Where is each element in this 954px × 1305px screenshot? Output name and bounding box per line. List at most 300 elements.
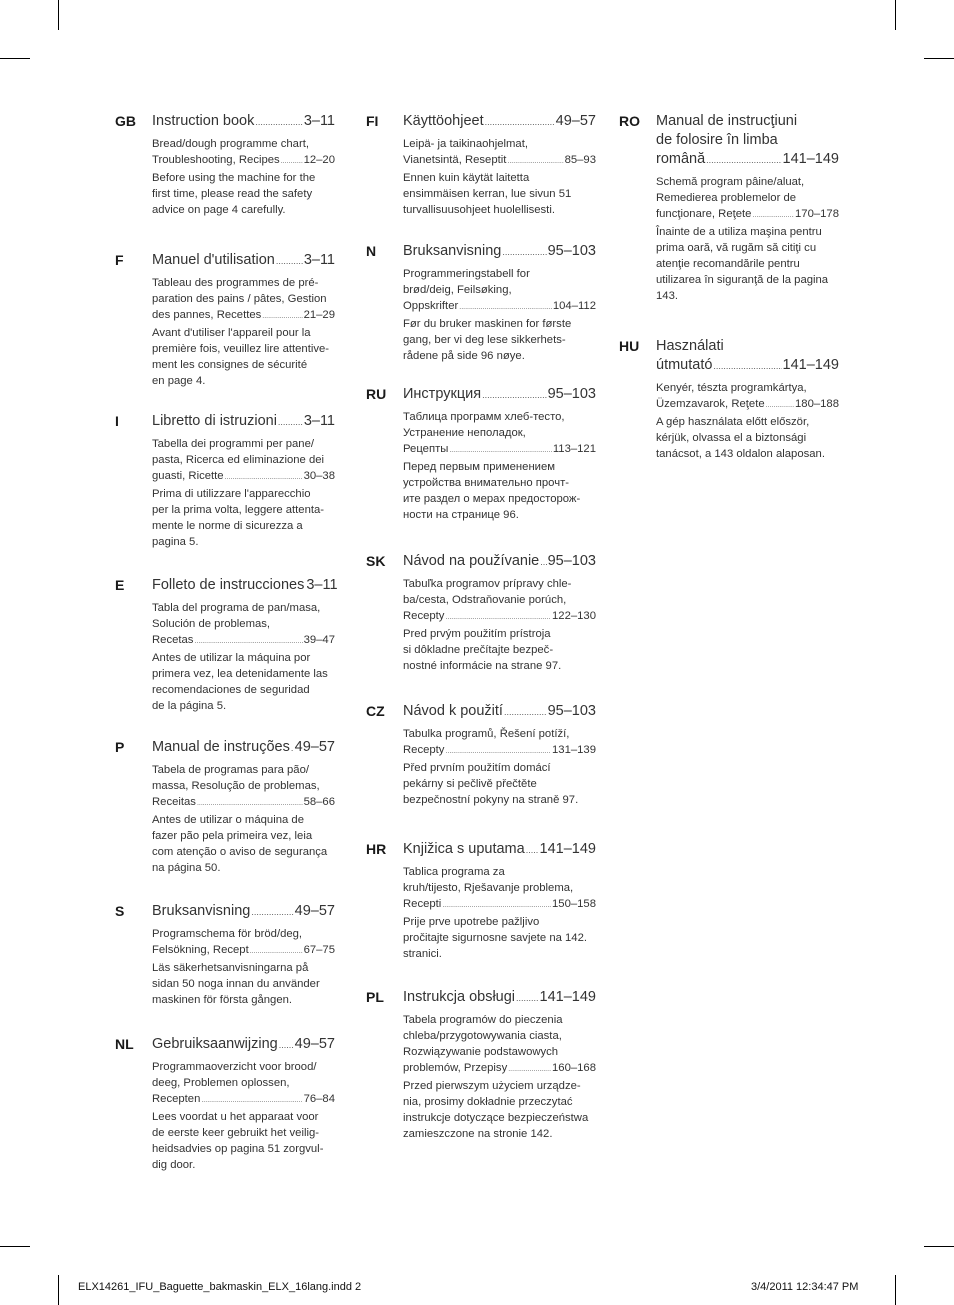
description-line <box>403 592 596 608</box>
page-range: 95–103 <box>547 703 596 719</box>
description-line <box>152 960 335 976</box>
page-range: 141–149 <box>782 357 839 373</box>
line-text: first time, please read the safety <box>152 188 313 200</box>
description-line <box>152 341 335 357</box>
line-text: ensimmäisen kerran, lue sivun 51 <box>403 188 572 200</box>
page-range: 49–57 <box>294 739 335 755</box>
description-line <box>403 186 596 202</box>
line-text: pagina 5. <box>152 536 199 548</box>
entry-description <box>152 1059 335 1173</box>
description-line <box>152 812 335 828</box>
dot-leader <box>445 744 551 760</box>
line-text: Устранение неполадок, <box>403 427 526 439</box>
recipe-page-range: 104–112 <box>552 300 596 312</box>
description-line <box>152 1157 335 1173</box>
language-code: S <box>115 903 125 919</box>
line-text: primera vez, lea detenidamente las <box>152 668 328 680</box>
language-code: HR <box>366 841 387 857</box>
line-text: Antes de utilizar la máquina por <box>152 652 311 664</box>
line-text: de eerste keer gebruikt het veilig- <box>152 1127 320 1139</box>
line-text: Таблица программ хлеб-тесто, <box>403 411 565 423</box>
description-line <box>403 946 596 962</box>
line-text: Avant d'utiliser l'appareil pour la <box>152 327 311 339</box>
description-line <box>403 1094 596 1110</box>
line-text: Tabuľka programov prípravy chle- <box>403 578 572 590</box>
crop-mark <box>924 1246 954 1247</box>
dot-leader <box>516 989 539 1008</box>
description-line <box>403 202 596 218</box>
line-text: com atenção o aviso de segurança <box>152 846 328 858</box>
line-text: problemów, Przepisy <box>403 1062 508 1074</box>
page-range: 49–57 <box>294 1036 335 1052</box>
line-text: Tableau des programmes de pré- <box>152 277 319 289</box>
dot-leader <box>225 470 303 486</box>
manual-title: Knjižica s uputama <box>403 841 525 857</box>
line-text: heidsadvies op pagina 51 zorgvul- <box>152 1143 324 1155</box>
toc-entry-gb <box>115 112 335 218</box>
description-line <box>403 626 596 642</box>
page-range: 3–11 <box>303 252 335 268</box>
recipe-page-range: 113–121 <box>552 443 596 455</box>
entry-description <box>656 380 839 462</box>
line-text: prima oară, vă rugăm să citiţi cu <box>656 242 817 254</box>
description-line <box>152 666 335 682</box>
line-text: sidan 50 noga innan du använder <box>152 978 320 990</box>
page-range: 49–57 <box>555 113 596 129</box>
line-text: pročitajte sigurnosne savjete na 142. <box>403 932 588 944</box>
line-text: 143. <box>656 290 678 302</box>
description-line <box>152 152 335 170</box>
manual-title: Instruction book <box>152 113 255 129</box>
description-line <box>403 441 596 459</box>
entry-description <box>403 576 596 674</box>
line-text: Recepten <box>152 1093 201 1105</box>
dot-leader <box>279 1036 294 1055</box>
recipe-page-range: 76–84 <box>303 1093 335 1105</box>
crop-mark <box>58 0 59 30</box>
entry-description <box>403 726 596 808</box>
description-line <box>403 282 596 298</box>
entry-description <box>403 864 596 962</box>
description-line <box>403 298 596 316</box>
crop-mark <box>0 58 30 59</box>
manual-title: Instrukcja obsługi <box>403 989 516 1005</box>
line-text: Tablica programa za <box>403 866 505 878</box>
manual-title: Folleto de instrucciones <box>152 577 305 593</box>
description-line <box>403 316 596 332</box>
dot-leader <box>526 841 539 860</box>
line-text: Läs säkerhetsanvisningarna på <box>152 962 309 974</box>
line-text: en page 4. <box>152 375 206 387</box>
line-text: Recepti <box>403 898 442 910</box>
description-line <box>403 475 596 491</box>
line-text: Tabulka programů, Řešení potíží, <box>403 728 570 740</box>
description-line <box>152 502 335 518</box>
dot-leader <box>482 386 547 405</box>
line-text: Kenyér, tészta programkártya, <box>656 382 807 394</box>
description-line <box>403 896 596 914</box>
description-line <box>403 642 596 658</box>
line-text: fazer pão pela primeira vez, leia <box>152 830 313 842</box>
description-line <box>656 224 839 240</box>
description-line <box>656 174 839 190</box>
entry-heading <box>152 738 335 758</box>
dot-leader <box>251 903 293 922</box>
entry-description <box>656 174 839 304</box>
description-line <box>403 507 596 523</box>
description-line <box>656 256 839 272</box>
toc-entry-pl <box>366 988 596 1142</box>
entry-description <box>403 409 596 523</box>
entry-heading <box>152 412 335 432</box>
line-text: dig door. <box>152 1159 196 1171</box>
description-line <box>152 762 335 778</box>
description-line <box>403 792 596 808</box>
description-line <box>656 272 839 288</box>
line-text: Înainte de a utiliza maşina pentru <box>656 226 822 238</box>
manual-title: útmutató <box>656 357 713 373</box>
entry-heading <box>656 337 839 376</box>
description-line <box>152 468 335 486</box>
description-line <box>152 650 335 666</box>
description-line <box>656 288 839 304</box>
manual-title: Инструкция <box>403 386 482 402</box>
description-line <box>656 380 839 396</box>
language-code: I <box>115 413 119 429</box>
line-text: Üzemzavarok, Reţete <box>656 398 765 410</box>
entry-heading <box>656 112 839 170</box>
crop-mark <box>58 1275 59 1305</box>
crop-mark <box>895 1275 896 1305</box>
description-line <box>403 760 596 776</box>
description-line <box>152 436 335 452</box>
line-text: si dôkladne prečítajte bezpeč- <box>403 644 554 656</box>
language-code: CZ <box>366 703 385 719</box>
entry-heading <box>152 251 335 271</box>
toc-entry-sk <box>366 552 596 674</box>
line-text: kruh/tijesto, Rješavanje problema, <box>403 882 574 894</box>
toc-entry-s <box>115 902 335 1008</box>
description-line <box>403 1044 596 1060</box>
description-line <box>152 828 335 844</box>
dot-leader <box>442 898 551 914</box>
entry-heading <box>152 112 335 132</box>
description-line <box>152 275 335 291</box>
description-line <box>152 1091 335 1109</box>
line-text: instrukcje dotyczące bezpieczeństwa <box>403 1112 589 1124</box>
line-text: ите раздел о мерах предосторож- <box>403 493 581 505</box>
line-text: zamieszczone na stronie 142. <box>403 1128 553 1140</box>
language-code: P <box>115 739 125 755</box>
footer-datetime: 3/4/2011 12:34:47 PM <box>751 1281 859 1293</box>
page-range: 141–149 <box>782 151 839 167</box>
language-code: SK <box>366 553 386 569</box>
language-code: FI <box>366 113 379 129</box>
line-text: utilizarea în siguranţă de la pagina <box>656 274 829 286</box>
description-line <box>403 726 596 742</box>
dot-leader <box>262 309 302 325</box>
description-line <box>403 1060 596 1078</box>
entry-heading <box>403 112 596 132</box>
description-line <box>152 325 335 341</box>
page-range: 141–149 <box>539 989 596 1005</box>
dot-leader <box>255 113 302 132</box>
language-code: E <box>115 577 125 593</box>
line-text: mente le norme di sicurezza a <box>152 520 303 532</box>
heading-line: de folosire în limba <box>656 132 778 148</box>
description-line <box>152 600 335 616</box>
recipe-page-range: 12–20 <box>303 154 335 166</box>
toc-entry-hr <box>366 840 596 962</box>
heading-line <box>656 356 839 376</box>
page-range: 3–11 <box>303 113 335 129</box>
dot-leader <box>485 113 555 132</box>
crop-mark <box>895 0 896 30</box>
description-line <box>403 425 596 441</box>
page-range: 95–103 <box>547 243 596 259</box>
line-text: Recepty <box>403 610 445 622</box>
manual-title: Gebruiksaanwijzing <box>152 1036 278 1052</box>
description-line <box>403 576 596 592</box>
description-line <box>152 992 335 1008</box>
line-text: massa, Resolução de problemas, <box>152 780 320 792</box>
line-text: pekárny si pečlivě přečtěte <box>403 778 537 790</box>
description-line <box>656 206 839 224</box>
recipe-page-range: 150–158 <box>552 898 596 910</box>
line-text: guasti, Ricette <box>152 470 224 482</box>
entry-heading <box>403 702 596 722</box>
line-text: gang, ber vi deg lese sikkerhets- <box>403 334 566 346</box>
manual-title: Libretto di istruzioni <box>152 413 277 429</box>
description-line <box>403 266 596 282</box>
line-text: brød/deig, Feilsøking, <box>403 284 512 296</box>
description-line <box>152 794 335 812</box>
line-text: Antes de utilizar o máquina de <box>152 814 304 826</box>
description-line <box>403 658 596 674</box>
crop-mark <box>0 1246 30 1247</box>
line-text: recomendaciones de seguridad <box>152 684 310 696</box>
toc-entry-i <box>115 412 335 550</box>
description-line <box>403 608 596 626</box>
description-line <box>403 332 596 348</box>
description-line <box>403 136 596 152</box>
description-line <box>152 844 335 860</box>
line-text: turvallisuusohjeet huolellisesti. <box>403 204 555 216</box>
line-text: ba/cesta, Odstraňovanie porúch, <box>403 594 567 606</box>
description-line <box>152 486 335 502</box>
line-text: per la prima volta, leggere attenta- <box>152 504 325 516</box>
description-line <box>152 1075 335 1091</box>
entry-description <box>152 600 335 714</box>
description-line <box>152 452 335 468</box>
description-line <box>152 291 335 307</box>
footer-filename: ELX14261_IFU_Baguette_bakmaskin_ELX_16lang.indd 2 <box>78 1281 362 1293</box>
description-line <box>403 459 596 475</box>
description-line <box>403 930 596 946</box>
dot-leader <box>713 357 781 376</box>
dot-leader <box>445 610 551 626</box>
heading-line: Használati <box>656 338 724 354</box>
toc-entry-ro <box>619 112 839 304</box>
description-line <box>152 1109 335 1125</box>
toc-entry-n <box>366 242 596 364</box>
recipe-page-range: 131–139 <box>552 744 596 756</box>
toc-entry-nl <box>115 1035 335 1173</box>
dot-leader <box>540 553 546 572</box>
line-text: ment les consignes de sécurité <box>152 359 308 371</box>
toc-entry-fi <box>366 112 596 218</box>
line-text: Рецепты <box>403 443 449 455</box>
dot-leader <box>250 944 303 960</box>
line-text: atenţie recomandările pentru <box>656 258 800 270</box>
line-text: Bread/dough programme chart, <box>152 138 309 150</box>
language-code: PL <box>366 989 384 1005</box>
dot-leader <box>706 151 781 170</box>
dot-leader <box>507 154 563 170</box>
line-text: Prije prve upotrebe pažljivo <box>403 916 540 928</box>
line-text: paration des pains / pâtes, Gestion <box>152 293 327 305</box>
toc-entry-p <box>115 738 335 876</box>
recipe-page-range: 67–75 <box>303 944 335 956</box>
toc-entry-hu <box>619 337 839 462</box>
recipe-page-range: 21–29 <box>303 309 335 321</box>
description-line <box>656 414 839 430</box>
description-line <box>152 534 335 550</box>
dot-leader <box>291 739 294 758</box>
language-code: RU <box>366 386 387 402</box>
line-text: ности на странице 96. <box>403 509 519 521</box>
recipe-page-range: 160–168 <box>552 1062 596 1074</box>
line-text: Schemă program pâine/aluat, <box>656 176 805 188</box>
dot-leader <box>504 703 547 722</box>
description-line <box>403 1126 596 1142</box>
description-line <box>152 682 335 698</box>
line-text: Felsökning, Recept <box>152 944 249 956</box>
entry-description <box>152 926 335 1008</box>
dot-leader <box>766 398 794 414</box>
description-line <box>152 860 335 876</box>
description-line <box>403 864 596 880</box>
page-range: 141–149 <box>539 841 596 857</box>
description-line <box>152 976 335 992</box>
description-line <box>403 348 596 364</box>
manual-title: Bruksanvisning <box>152 903 251 919</box>
entry-heading <box>152 902 335 922</box>
description-line <box>403 409 596 425</box>
recipe-page-range: 180–188 <box>795 398 839 410</box>
line-text: Tabela de programas para pão/ <box>152 764 310 776</box>
description-line <box>656 430 839 446</box>
line-text: Ennen kuin käytät laitetta <box>403 172 530 184</box>
language-code: RO <box>619 113 640 129</box>
line-text: Troubleshooting, Recipes <box>152 154 280 166</box>
line-text: Leipä- ja taikinaohjelmat, <box>403 138 528 150</box>
entry-description <box>403 266 596 364</box>
line-text: Tabla del programa de pan/masa, <box>152 602 321 614</box>
description-line <box>152 942 335 960</box>
description-line <box>152 1125 335 1141</box>
line-text: deeg, Problemen oplossen, <box>152 1077 290 1089</box>
entry-description <box>403 136 596 218</box>
manual-title: Käyttöohjeet <box>403 113 484 129</box>
line-text: Prima di utilizzare l'apparecchio <box>152 488 311 500</box>
entry-heading <box>403 385 596 405</box>
description-line <box>152 136 335 152</box>
entry-description <box>403 1012 596 1142</box>
entry-heading <box>403 988 596 1008</box>
line-text: Przed pierwszym użyciem urządze- <box>403 1080 581 1092</box>
line-text: advice on page 4 carefully. <box>152 204 286 216</box>
toc-entry-cz <box>366 702 596 808</box>
line-text: Oppskrifter <box>403 300 459 312</box>
description-line <box>152 778 335 794</box>
heading-line <box>656 150 839 170</box>
line-text: Remedierea problemelor de <box>656 192 797 204</box>
line-text: première fois, veuillez lire attentive- <box>152 343 330 355</box>
toc-entry-f <box>115 251 335 389</box>
language-code: NL <box>115 1036 134 1052</box>
entry-description <box>152 275 335 389</box>
description-line <box>152 1059 335 1075</box>
line-text: Pred prvým použitím prístroja <box>403 628 551 640</box>
language-code: HU <box>619 338 640 354</box>
line-text: kérjük, olvassa el a biztonsági <box>656 432 807 444</box>
dot-leader <box>197 796 303 812</box>
line-text: устройства внимательно прочт- <box>403 477 570 489</box>
line-text: Перед первым применением <box>403 461 556 473</box>
description-line <box>152 357 335 373</box>
line-text: Recetas <box>152 634 194 646</box>
description-line <box>656 446 839 462</box>
entry-heading <box>152 1035 335 1055</box>
entry-heading <box>152 576 338 596</box>
recipe-page-range: 85–93 <box>564 154 596 166</box>
recipe-page-range: 39–47 <box>303 634 335 646</box>
line-text: maskinen för första gången. <box>152 994 293 1006</box>
line-text: tanácsot, a 143 oldalon alaposan. <box>656 448 825 460</box>
language-code: N <box>366 243 377 259</box>
manual-title: Návod k použití <box>403 703 503 719</box>
line-text: Programmaoverzicht voor brood/ <box>152 1061 317 1073</box>
line-text: Programschema för bröd/deg, <box>152 928 303 940</box>
dot-leader <box>201 1093 302 1109</box>
description-line <box>656 240 839 256</box>
line-text: Tabella dei programmi per pane/ <box>152 438 315 450</box>
manual-title: Bruksanvisning <box>403 243 502 259</box>
line-text: A gép használata előtt először, <box>656 416 810 428</box>
description-line <box>403 1028 596 1044</box>
page-range: 95–103 <box>547 386 596 402</box>
description-line <box>152 926 335 942</box>
description-line <box>152 1141 335 1157</box>
recipe-page-range: 58–66 <box>303 796 335 808</box>
entry-description <box>152 436 335 550</box>
description-line <box>403 491 596 507</box>
toc-entry-ru <box>366 385 596 523</box>
line-text: na página 50. <box>152 862 221 874</box>
description-line <box>403 1012 596 1028</box>
heading-line: Manual de instrucţiuni <box>656 113 798 129</box>
page-range: 3–11 <box>303 413 335 429</box>
dot-leader <box>281 154 303 170</box>
description-line <box>403 914 596 930</box>
line-text: Recepty <box>403 744 445 756</box>
recipe-page-range: 170–178 <box>795 208 839 220</box>
line-text: Lees voordat u het apparaat voor <box>152 1111 319 1123</box>
recipe-page-range: 30–38 <box>303 470 335 482</box>
entry-heading <box>403 840 596 860</box>
dot-leader <box>278 413 303 432</box>
